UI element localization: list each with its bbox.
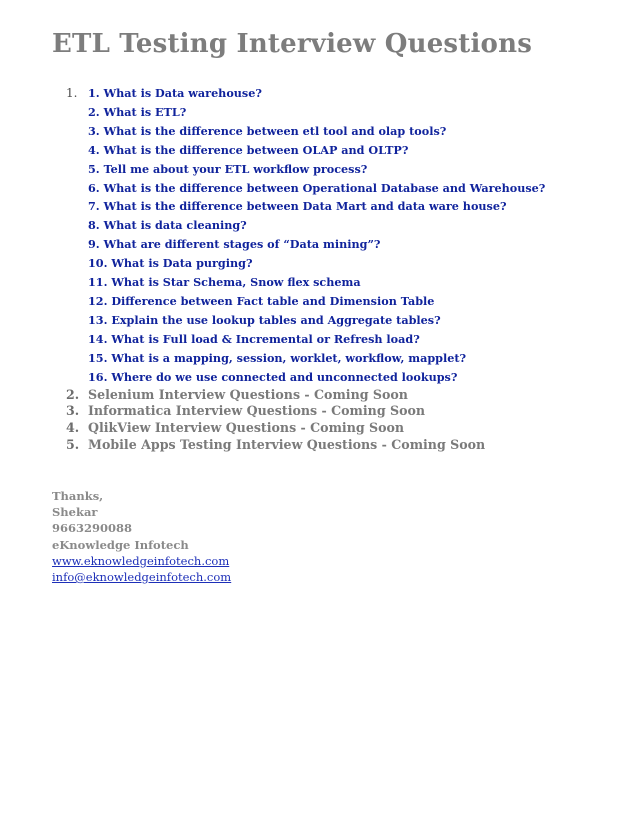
- signature-company: eKnowledge Infotech: [52, 537, 189, 552]
- list-number: 5.: [66, 436, 80, 452]
- signature-greeting: Thanks,: [52, 489, 104, 503]
- list-item-text: Informatica Interview Questions - Coming Soon: [88, 403, 426, 419]
- question-link-4[interactable]: 4. What is the difference between OLAP and OLTP?: [88, 142, 409, 157]
- list-item-mobile-apps: [52, 437, 612, 454]
- list-item-text: Mobile Apps Testing Interview Questions - Coming Soon: [88, 436, 486, 452]
- question-link-5[interactable]: 5. Tell me about your ETL workflow process?: [88, 161, 368, 176]
- list-item-informatica: [52, 403, 612, 420]
- list-item-etl: [52, 84, 612, 387]
- questions-list: [52, 84, 612, 454]
- question-link-8[interactable]: 8. What is data cleaning?: [88, 218, 247, 233]
- question-link-12[interactable]: 12. Difference between Fact table and Dimension Table: [88, 293, 435, 308]
- question-link-7[interactable]: 7. What is the difference between Data Mart and data ware house?: [88, 199, 507, 214]
- signature-phone: 9663290088: [52, 521, 133, 536]
- question-link-6[interactable]: 6. What is the difference between Operational Database and Warehouse?: [88, 180, 546, 195]
- list-item-text: QlikView Interview Questions - Coming Soon: [88, 420, 405, 436]
- list-item-selenium: [52, 387, 612, 404]
- question-link-15[interactable]: 15. What is a mapping, session, worklet, workflow, mapplet?: [88, 350, 467, 365]
- list-item-qlikview: [52, 420, 612, 437]
- list-number: 2.: [66, 386, 80, 402]
- question-link-16[interactable]: 16. Where do we use connected and unconnected lookups?: [88, 369, 458, 384]
- page-title: ETL Testing Interview Questions: [52, 29, 533, 59]
- question-link-2[interactable]: 2. What is ETL?: [88, 104, 187, 119]
- list-number: 3.: [66, 403, 80, 419]
- question-link-11[interactable]: 11. What is Star Schema, Snow flex schema: [88, 275, 361, 290]
- signature-block: [52, 488, 231, 585]
- website-link[interactable]: www.eknowledgeinfotech.com: [52, 553, 230, 568]
- question-link-9[interactable]: 9. What are different stages of “Data mining”?: [88, 237, 381, 252]
- question-link-14[interactable]: 14. What is Full load & Incremental or Refresh load?: [88, 331, 420, 346]
- email-link[interactable]: info@eknowledgeinfotech.com: [52, 570, 232, 585]
- question-link-3[interactable]: 3. What is the difference between etl tool and olap tools?: [88, 123, 447, 138]
- question-link-10[interactable]: 10. What is Data purging?: [88, 256, 253, 271]
- signature-name: Shekar: [52, 505, 98, 520]
- list-number: 1.: [66, 86, 78, 100]
- question-link-13[interactable]: 13. Explain the use lookup tables and Aggregate tables?: [88, 312, 441, 327]
- list-number: 4.: [66, 420, 80, 436]
- list-item-text: Selenium Interview Questions - Coming Soon: [88, 386, 408, 402]
- question-link-1[interactable]: 1. What is Data warehouse?: [88, 86, 262, 100]
